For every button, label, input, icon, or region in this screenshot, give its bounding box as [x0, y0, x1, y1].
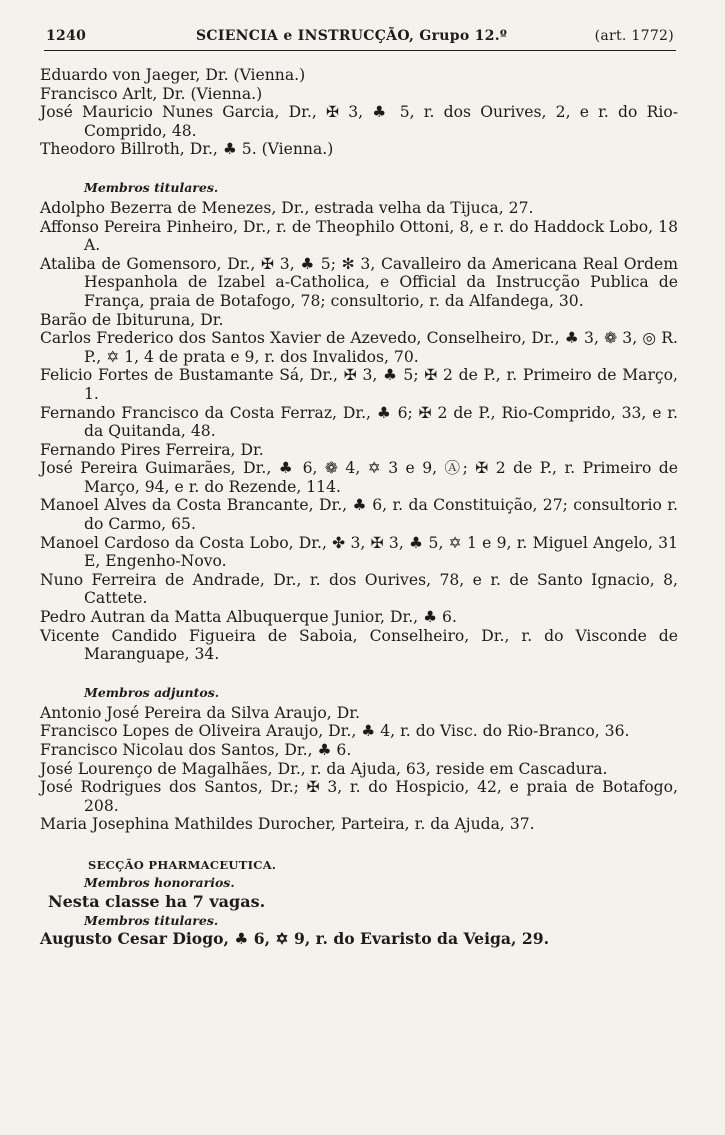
entry: Manoel Alves da Costa Brancante, Dr., ♣ 6, r. da Constituição, 27; consultorio r. do Carmo, 65. — [40, 496, 678, 534]
entry: José Rodrigues dos Santos, Dr.; ✠ 3, r. do Hospicio, 42, e praia de Botafogo, 208. — [40, 778, 678, 815]
article-number: (art. 1772) — [594, 28, 674, 44]
page-number: 1240 — [46, 28, 87, 44]
entry: Francisco Arlt, Dr. (Vienna.) — [40, 84, 263, 103]
entry: Fernando Francisco da Costa Ferraz, Dr., ♣ 6; ✠ 2 de P., Rio-Comprido, 33, e r. da Quitanda, 48. — [40, 403, 678, 441]
entry: Theodoro Billroth, Dr., ♣ 5. (Vienna.) — [40, 140, 334, 159]
entry: José Lourenço de Magalhães, Dr., r. da Ajuda, 63, reside em Cascadura. — [40, 759, 608, 778]
section-title-titulares-pharma: Membros titulares. — [84, 912, 219, 928]
vacancy-note: Nesta classe ha 7 vagas. — [48, 891, 266, 911]
header-title: SCIENCIA e INSTRUCÇÃO, Grupo 12.º — [196, 28, 508, 44]
entry: Felicio Fortes de Bustamante Sá, Dr., ✠ 3, ♣ 5; ✠ 2 de P., r. Primeiro de Março, 1. — [40, 366, 678, 403]
entry: Augusto Cesar Diogo, ♣ 6, ✡ 9, r. do Evaristo da Veiga, 29. — [40, 928, 549, 948]
entry: Antonio José Pereira da Silva Araujo, Dr. — [40, 703, 360, 722]
entry: Francisco Nicolau dos Santos, Dr., ♣ 6. — [40, 741, 352, 759]
entry: Carlos Frederico dos Santos Xavier de Azevedo, Conselheiro, Dr., ♣ 3, ❁ 3, ◎ R. P., ✡ 1, 4 de prata e 9, r. dos Invalidos, 70. — [40, 329, 678, 366]
entry: Pedro Autran da Matta Albuquerque Junior, Dr., ♣ 6. — [40, 608, 457, 627]
entry: Adolpho Bezerra de Menezes, Dr., estrada velha da Tijuca, 27. — [40, 198, 534, 217]
header-rule — [44, 50, 676, 51]
entry: Maria Josephina Mathildes Durocher, Parteira, r. da Ajuda, 37. — [40, 815, 535, 834]
entry: Barão de Ibituruna, Dr. — [40, 310, 224, 329]
section-title-honorarios: Membros honorarios. — [84, 874, 235, 890]
page-content — [0, 66, 725, 949]
entry: Francisco Lopes de Oliveira Araujo, Dr., ♣ 4, r. do Visc. do Rio-Branco, 36. — [40, 722, 630, 741]
running-header — [46, 28, 674, 50]
section-title-titulares: Membros titulares. — [84, 179, 219, 195]
entry: Affonso Pereira Pinheiro, Dr., r. de Theophilo Ottoni, 8, e r. do Haddock Lobo, 18 A. — [40, 217, 678, 255]
entry: Eduardo von Jaeger, Dr. (Vienna.) — [40, 66, 306, 84]
entry: José Mauricio Nunes Garcia, Dr., ✠ 3, ♣ 5, r. dos Ourives, 2, e r. do Rio-Comprido, 48. — [40, 103, 678, 140]
entry: Fernando Pires Ferreira, Dr. — [40, 440, 264, 459]
entry: José Pereira Guimarães, Dr., ♣ 6, ❁ 4, ✡ 3 e 9, Ⓐ; ✠ 2 de P., r. Primeiro de Março, 94, e r. do Rezende, 114. — [40, 459, 678, 496]
entry: Nuno Ferreira de Andrade, Dr., r. dos Ourives, 78, e r. de Santo Ignacio, 8, Cattete. — [40, 570, 678, 608]
section-heading-pharmaceutica: SECÇÃO PHARMACEUTICA. — [88, 857, 277, 872]
section-title-adjuntos: Membros adjuntos. — [84, 684, 220, 700]
entry: Ataliba de Gomensoro, Dr., ✠ 3, ♣ 5; ✻ 3, Cavalleiro da Americana Real Ordem Hespanhola de Izabel a-Catholica, e Official da Instrucção Publica de França, praia de Botafogo, 78; consultorio, r. da Alfandega, 30. — [40, 254, 678, 310]
entry: Vicente Candido Figueira de Saboia, Conselheiro, Dr., r. do Visconde de Maranguape, 34. — [40, 626, 678, 664]
entry: Manoel Cardoso da Costa Lobo, Dr., ✤ 3, ✠ 3, ♣ 5, ✡ 1 e 9, r. Miguel Angelo, 31 E, Engenho-Novo. — [40, 533, 678, 571]
